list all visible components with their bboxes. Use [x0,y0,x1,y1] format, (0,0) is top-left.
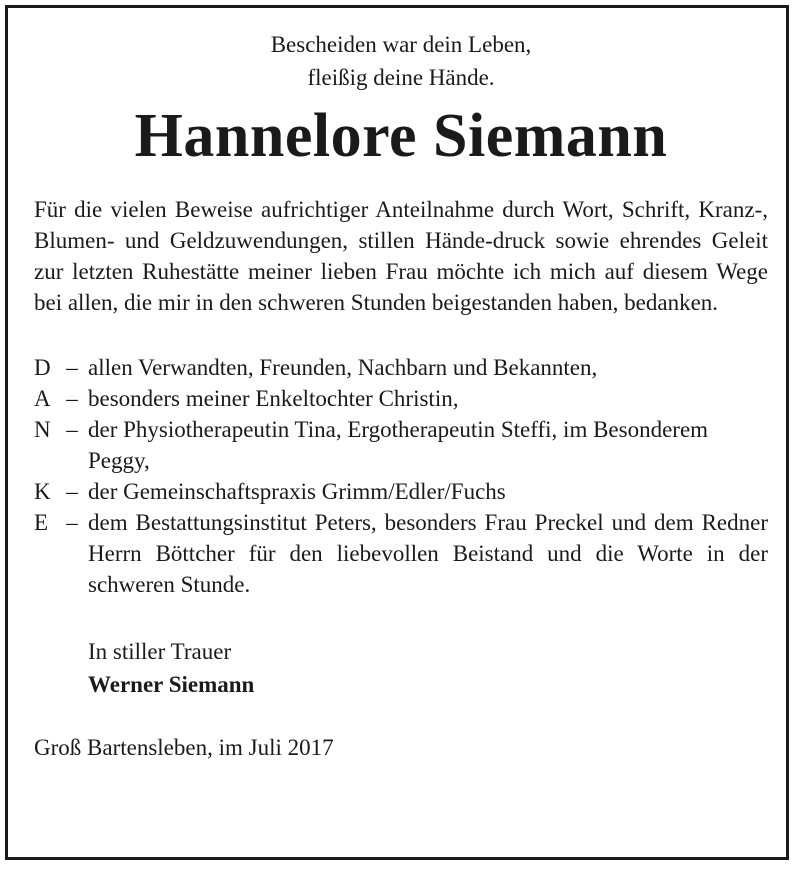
thanks-entry: besonders meiner Enkeltochter Christin, [88,386,459,411]
thanks-item-e [34,507,768,600]
acrostic-letter: K [34,479,51,504]
motto [34,28,768,94]
dash: – [66,386,78,411]
dash: – [66,355,78,380]
acrostic-letter: D [34,355,51,380]
thanks-entry: dem Bestattungsinstitut Peters, besonders Frau Preckel und dem Redner Herrn Böttcher für den liebevollen Beistand und die Worte in der schweren Stunde. [88,510,768,597]
dash: – [66,479,78,504]
thanks-entry: der Gemeinschaftspraxis Grimm/Edler/Fuchs [88,479,506,504]
signature-name: Werner Siemann [88,672,255,697]
dash: – [66,510,78,535]
closing-block [88,636,768,700]
dash: – [66,417,78,442]
thanks-list [34,352,768,600]
thanks-item-k [34,476,768,507]
deceased-name: Hannelore Siemann [134,102,668,170]
thanks-item-d [34,352,768,383]
place-and-date: Groß Bartensleben, im Juli 2017 [34,735,334,760]
thanks-item-n [34,414,768,476]
acrostic-letter: N [34,417,51,442]
acrostic-letter: E [34,510,49,535]
obituary-notice [34,28,768,763]
closing-phrase: In stiller Trauer [88,639,232,664]
thanks-item-a [34,383,768,414]
acrostic-letter: A [34,386,51,411]
thanks-entry: der Physiotherapeutin Tina, Ergotherapeutin Steffi, im Besonderem Peggy, [88,417,709,473]
thanks-entry: allen Verwandten, Freunden, Nachbarn und Bekannten, [88,355,598,380]
motto-line-1: Bescheiden war dein Leben, [270,32,532,57]
thank-you-text: Für die vielen Beweise aufrichtiger Anteilnahme durch Wort, Schrift, Kranz-, Blumen- und Geldzuwendungen, stillen Hände-druck sowie ehrendes Geleit zur letzten Ruhestätte meiner lieben Frau möchte ich mich auf diesem Wege bei allen, die mir in den schweren Stunden beigestanden haben, bedanken. [34,197,768,315]
motto-line-2: fleißig deine Hände. [307,65,495,90]
